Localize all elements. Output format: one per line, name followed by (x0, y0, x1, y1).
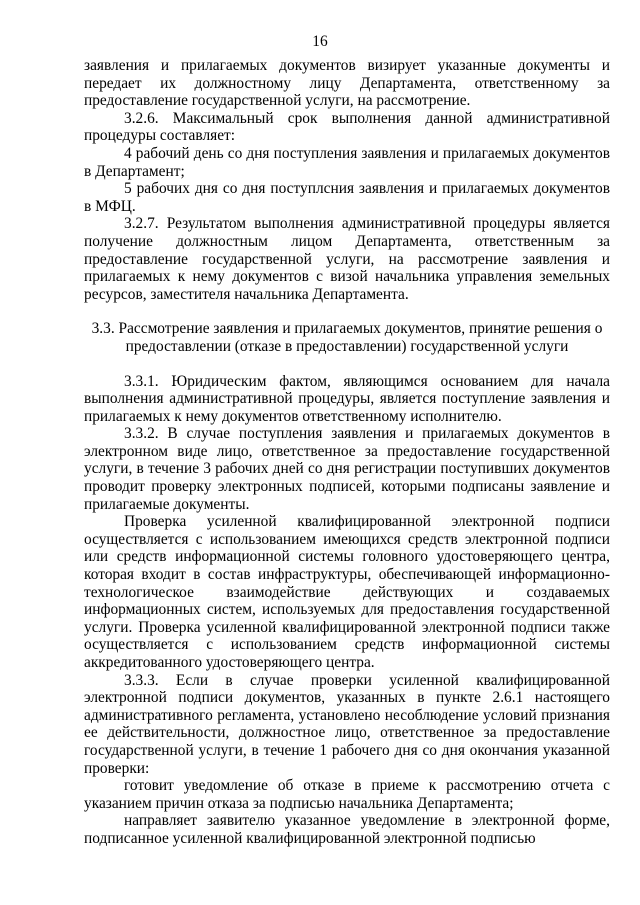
paragraph: 5 рабочих дня со дня поступлсния заявления и прилагаемых документов в МФЦ. (84, 180, 610, 215)
page-number: 16 (312, 33, 328, 50)
paragraph: 3.3.2. В случае поступления заявления и прилагаемых документов в электронном виде лицо, ответственное за предоставление государственной услуги, в течение 3 рабочих дней со дня регистрации поступивших документов проводит проверку электронных подписей, которыми подписаны заявление и прилагаемые документы. (84, 425, 610, 513)
paragraph: готовит уведомление об отказе в приеме к рассмотрению отчета с указанием причин отказа за подписью начальника Департамента; (84, 777, 610, 812)
section-heading-line-2: предоставлении (отказе в предоставлении) государственной услуги (125, 337, 569, 355)
paragraph: 4 рабочий день со дня поступления заявления и прилагаемых документов в Департамент; (84, 144, 610, 180)
paragraph: 3.3.1. Юридическим фактом, являющимся основанием для начала выполнения административной процедуры, является поступление заявления и прилагаемых к нему документов ответственному исполнителю. (84, 372, 610, 425)
document-body (84, 57, 610, 848)
paragraph: Проверка усиленной квалифицированной электронной подписи осуществляется с использованием имеющихся средств электронной подписи или средств информационной системы головного удостоверяющего центра, которая входит в состав инфраструктуры, обеспечивающей информационно-технологическое взаимодействие действующих и создаваемых информационных систем, используемых для предоставления государственной услуги. Проверка усиленной квалифицированной электронной подписи также осуществляется с использованием средств информационной системы аккредитованного удостоверяющего центра. (84, 513, 610, 671)
paragraph: 3.2.7. Результатом выполнения административной процедуры является получение должностным лицом Департамента, ответственным за предоставление государственной услуги, на рассмотрение заявления и прилагаемых к нему документов с визой начальника управления земельных ресурсов, заместителя начальника Департамента. (84, 215, 610, 303)
paragraph: заявления и прилагаемых документов визирует указанные документы и передает их должностному лицу Департамента, ответственному за предоставление государственной услуги, на рассмотрение. (84, 57, 610, 110)
spacer (84, 356, 610, 373)
section-heading (84, 320, 610, 355)
paragraph: направляет заявителю указанное уведомление в электронной форме, подписанное усиленной квалифицированной электронной подписью (84, 812, 610, 847)
paragraph: 3.3.3. Если в случае проверки усиленной квалифицированной электронной подписи документов, указанных в пункте 2.6.1 настоящего административного регламента, установлено несоблюдение условий признания ее действительности, должностное лицо, ответственное за предоставление государственной услуги, в течение 1 рабочего дня со дня окончания указанной проверки: (84, 671, 610, 777)
section-heading-line-1: 3.3. Рассмотрение заявления и прилагаемых документов, принятие решения о (91, 320, 603, 338)
paragraph: 3.2.6. Максимальный срок выполнения данной административной процедуры составляет: (84, 109, 610, 145)
spacer (84, 303, 610, 320)
